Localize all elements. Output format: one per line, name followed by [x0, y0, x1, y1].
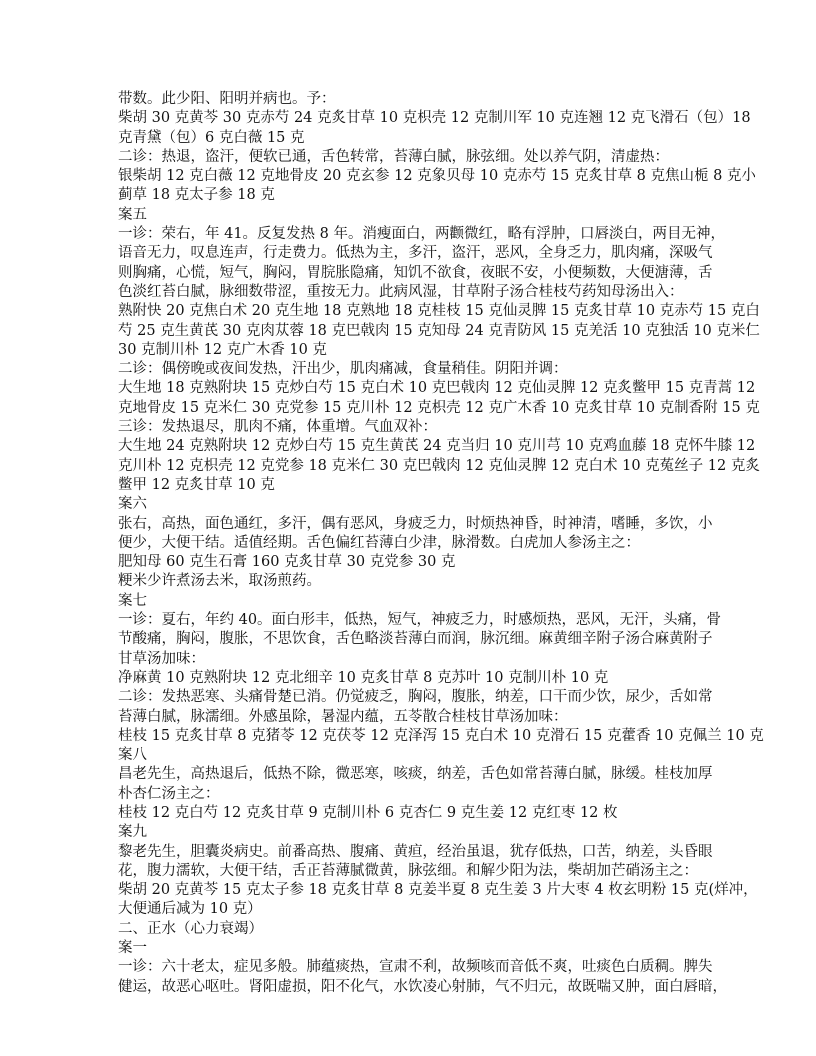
case-heading: 案八 [118, 747, 147, 764]
text-line: 柴胡 30 克黄芩 30 克赤芍 24 克炙甘草 10 克枳壳 12 克制川军 10 克连翘 12 克飞滑石（包）18 [118, 110, 751, 127]
text-line: 蓟草 18 克太子参 18 克 [118, 187, 275, 204]
text-line: 张右，高热，面色通红，多汗，偶有恶风，身疲乏力，时烦热神昏，时神清，嗜睡，多饮，小 [118, 515, 713, 532]
text-line: 肥知母 60 克生石膏 160 克炙甘草 30 克党参 30 克 [118, 554, 456, 571]
text-line: 昌老先生，高热退后，低热不除，微恶寒，咳痰，纳差，舌色如常苔薄白腻，脉缓。桂枝加厚 [118, 766, 713, 783]
text-line: 二诊：发热恶寒、头痛骨楚已消。仍觉疲乏，胸闷，腹胀，纳差，口干而少饮，尿少，舌如常 [118, 689, 713, 706]
text-line: 苔薄白腻，脉濡细。外感虽除，暑湿内蕴，五苓散合桂枝甘草汤加味： [118, 708, 568, 725]
text-line: 鳖甲 12 克炙甘草 10 克 [118, 476, 275, 493]
text-line: 克地骨皮 15 克米仁 30 克党参 15 克川朴 12 克枳壳 12 克广木香 10 克炙甘草 10 克制香附 15 克 [118, 399, 760, 416]
text-line: 大生地 24 克熟附块 12 克炒白芍 15 克生黄芪 24 克当归 10 克川芎 10 克鸡血藤 18 克怀牛膝 12 [118, 438, 756, 455]
text-line: 熟附快 20 克焦白术 20 克生地 18 克熟地 18 克桂枝 15 克仙灵脾 15 克炙甘草 10 克赤芍 15 克白 [118, 303, 760, 320]
section-heading: 二、正水（心力衰竭） [118, 920, 263, 937]
text-line: 30 克制川朴 12 克广木香 10 克 [118, 341, 327, 358]
case-heading: 案六 [118, 496, 147, 513]
text-line: 二诊：偶傍晚或夜间发热，汗出少，肌肉痛减，食量稍佳。阴阳并调： [118, 361, 568, 378]
text-line: 甘草汤加味： [118, 650, 205, 667]
text-line: 一诊：夏右，年约 40。面白形丰，低热，短气，神疲乏力，时感烦热，恶风，无汗，头痛，骨 [118, 612, 722, 629]
text-line: 则胸痛，心慌，短气，胸闷，胃脘胀隐痛，知饥不欲食，夜眠不安，小便频数，大便溏薄，舌 [118, 264, 713, 281]
case-heading: 案一 [118, 940, 147, 957]
text-line: 净麻黄 10 克熟附块 12 克北细辛 10 克炙甘草 8 克苏叶 10 克制川朴 10 克 [118, 669, 609, 686]
case-heading: 案五 [118, 206, 147, 223]
text-line: 带数。此少阳、阳明并病也。予： [118, 91, 336, 107]
text-line: 三诊：发热退尽，肌肉不痛，体重增。气血双补： [118, 419, 437, 436]
text-line: 大便通后减为 10 克） [118, 901, 262, 918]
document-body [118, 90, 764, 997]
text-line: 朴杏仁汤主之： [118, 785, 220, 802]
text-line: 克青黛（包）6 克白薇 15 克 [118, 129, 305, 146]
case-heading: 案九 [118, 824, 147, 841]
text-line: 语音无力，叹息连声，行走费力。低热为主，多汗，盗汗，恶风，全身乏力，肌肉痛，深吸气 [118, 245, 713, 262]
text-line: 健运，故恶心呕吐。肾阳虚损，阳不化气，水饮凌心射肺，气不归元，故既喘又肿，面白唇暗， [118, 978, 727, 995]
text-line: 一诊：六十老太，症见多般。肺蕴痰热，宣肃不利，故频咳而音低不爽，吐痰色白质稠。脾失 [118, 959, 713, 976]
text-line: 色淡红苔白腻，脉细数带涩，重按无力。此病风湿，甘草附子汤合桂枝芍药知母汤出入： [118, 283, 684, 300]
text-line: 柴胡 20 克黄芩 15 克太子参 18 克炙甘草 8 克姜半夏 8 克生姜 3 片大枣 4 枚玄明粉 15 克(烊冲， [118, 882, 758, 899]
text-line: 大生地 18 克熟附块 15 克炒白芍 15 克白术 10 克巴戟肉 12 克仙灵脾 12 克炙鳖甲 15 克青蒿 12 [118, 380, 756, 397]
text-line: 克川朴 12 克枳壳 12 克党参 18 克米仁 30 克巴戟肉 12 克仙灵脾 12 克白术 10 克菟丝子 12 克炙 [118, 457, 760, 474]
text-line: 芍 25 克生黄芪 30 克肉苁蓉 18 克巴戟肉 15 克知母 24 克青防风 15 克羌活 10 克独活 10 克米仁 [118, 322, 760, 339]
case-heading: 案七 [118, 592, 147, 609]
text-line: 桂枝 15 克炙甘草 8 克猪苓 12 克茯苓 12 克泽泻 15 克白术 10 克滑石 15 克藿香 10 克佩兰 10 克 [118, 727, 764, 744]
text-line: 桂枝 12 克白芍 12 克炙甘草 9 克制川朴 6 克杏仁 9 克生姜 12 克红枣 12 枚 [118, 804, 618, 821]
text-line: 银柴胡 12 克白薇 12 克地骨皮 20 克玄参 12 克象贝母 10 克赤芍 15 克炙甘草 8 克焦山栀 8 克小 [118, 168, 756, 185]
text-line: 黎老先生，胆囊炎病史。前番高热、腹痛、黄疸，经治虽退，犹存低热，口苦，纳差，头昏眼 [118, 843, 713, 860]
text-line: 节酸痛，胸闷，腹胀，不思饮食，舌色略淡苔薄白而润，脉沉细。麻黄细辛附子汤合麻黄附子 [118, 631, 713, 648]
text-line: 一诊：荣右，年 41。反复发热 8 年。消瘦面白，两颧微红，略有浮肿，口唇淡白，两目无神， [118, 226, 725, 243]
text-line: 粳米少许煮汤去米，取汤煎药。 [118, 573, 321, 590]
text-line: 二诊：热退，盗汗，便软已通，舌色转常，苔薄白腻，脉弦细。处以养气阴，清虚热： [118, 148, 669, 165]
text-line: 花，腹力濡软，大便干结，舌正苔薄腻微黄，脉弦细。和解少阳为法，柴胡加芒硝汤主之： [118, 862, 698, 879]
text-line: 便少，大便干结。适值经期。舌色偏红苔薄白少津，脉滑数。白虎加人参汤主之： [118, 534, 640, 551]
